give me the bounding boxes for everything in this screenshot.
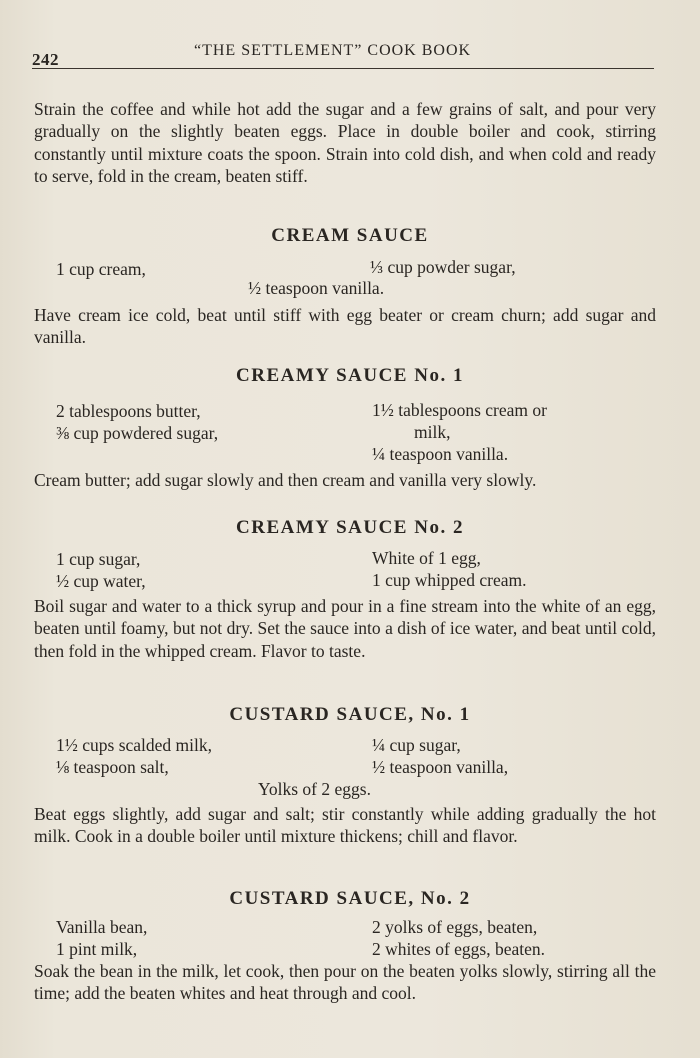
- cream-sauce-method: Have cream ice cold, beat until stiff with egg beater or cream churn; add sugar and vanilla.: [34, 305, 656, 348]
- ingredient: ⅓ cup powder sugar,: [370, 257, 516, 277]
- ingredient: 1 cup sugar,: [56, 549, 141, 569]
- ingredient: ⅛ teaspoon salt,: [56, 757, 169, 777]
- ingredient: 2 whites of eggs, beaten.: [372, 939, 546, 959]
- ingredient: 1½ tablespoons cream or: [372, 400, 547, 420]
- ingredient: ½ teaspoon vanilla.: [248, 278, 385, 298]
- custard-sauce-2-title: CUSTARD SAUCE, No. 2: [229, 888, 471, 909]
- ingredient: ⅜ cup powdered sugar,: [56, 423, 219, 443]
- ingredient: 1½ cups scalded milk,: [56, 735, 213, 755]
- book-title: “THE SETTLEMENT” COOK BOOK: [194, 42, 472, 59]
- cream-sauce-title: CREAM SAUCE: [271, 225, 429, 246]
- creamy-sauce-2-method: Boil sugar and water to a thick syrup and pour in a fine stream into the white of an egg, beaten until foamy, but not dry. Set the sauce into a dish of ice water, and beat until cold, then fold in the whipped cream. Flavor to taste.: [34, 596, 656, 661]
- ingredient: 1 pint milk,: [56, 939, 138, 959]
- ingredient: 1 cup cream,: [56, 259, 146, 279]
- creamy-sauce-1-method: Cream butter; add sugar slowly and then cream and vanilla very slowly.: [34, 470, 537, 490]
- running-head: [32, 40, 654, 70]
- ingredient: ¼ cup sugar,: [372, 735, 461, 755]
- ingredient: ½ cup water,: [56, 571, 146, 591]
- creamy-sauce-1-title: CREAMY SAUCE No. 1: [236, 365, 464, 386]
- header-rule: [32, 68, 654, 69]
- ingredient: 2 yolks of eggs, beaten,: [372, 917, 538, 937]
- ingredient: ¼ teaspoon vanilla.: [372, 444, 509, 464]
- ingredient: Yolks of 2 eggs.: [258, 779, 371, 799]
- custard-sauce-1-method: Beat eggs slightly, add sugar and salt; stir constantly while adding gradually the hot milk. Cook in a double boiler until mixture thickens; chill and flavor.: [34, 804, 656, 847]
- ingredient: Vanilla bean,: [56, 917, 148, 937]
- ingredient: 2 tablespoons butter,: [56, 401, 201, 421]
- creamy-sauce-2-title: CREAMY SAUCE No. 2: [236, 517, 464, 538]
- custard-sauce-2-method: Soak the bean in the milk, let cook, then pour on the beaten yolks slowly, stirring all the time; add the beaten whites and heat through and cool.: [34, 961, 656, 1004]
- page-number: 242: [32, 50, 59, 69]
- ingredient: White of 1 egg,: [372, 548, 481, 568]
- ingredient: milk,: [414, 422, 451, 442]
- ingredient: ½ teaspoon vanilla,: [372, 757, 509, 777]
- intro-paragraph: Strain the coffee and while hot add the sugar and a few grains of salt, and pour very gradually on the slightly beaten eggs. Place in double boiler and cook, stirring constantly until mixture coats the spoon. Strain into cold dish, and when cold and ready to serve, fold in the cream, beaten stiff.: [34, 99, 656, 186]
- ingredient: 1 cup whipped cream.: [372, 570, 527, 590]
- custard-sauce-1-title: CUSTARD SAUCE, No. 1: [229, 704, 471, 725]
